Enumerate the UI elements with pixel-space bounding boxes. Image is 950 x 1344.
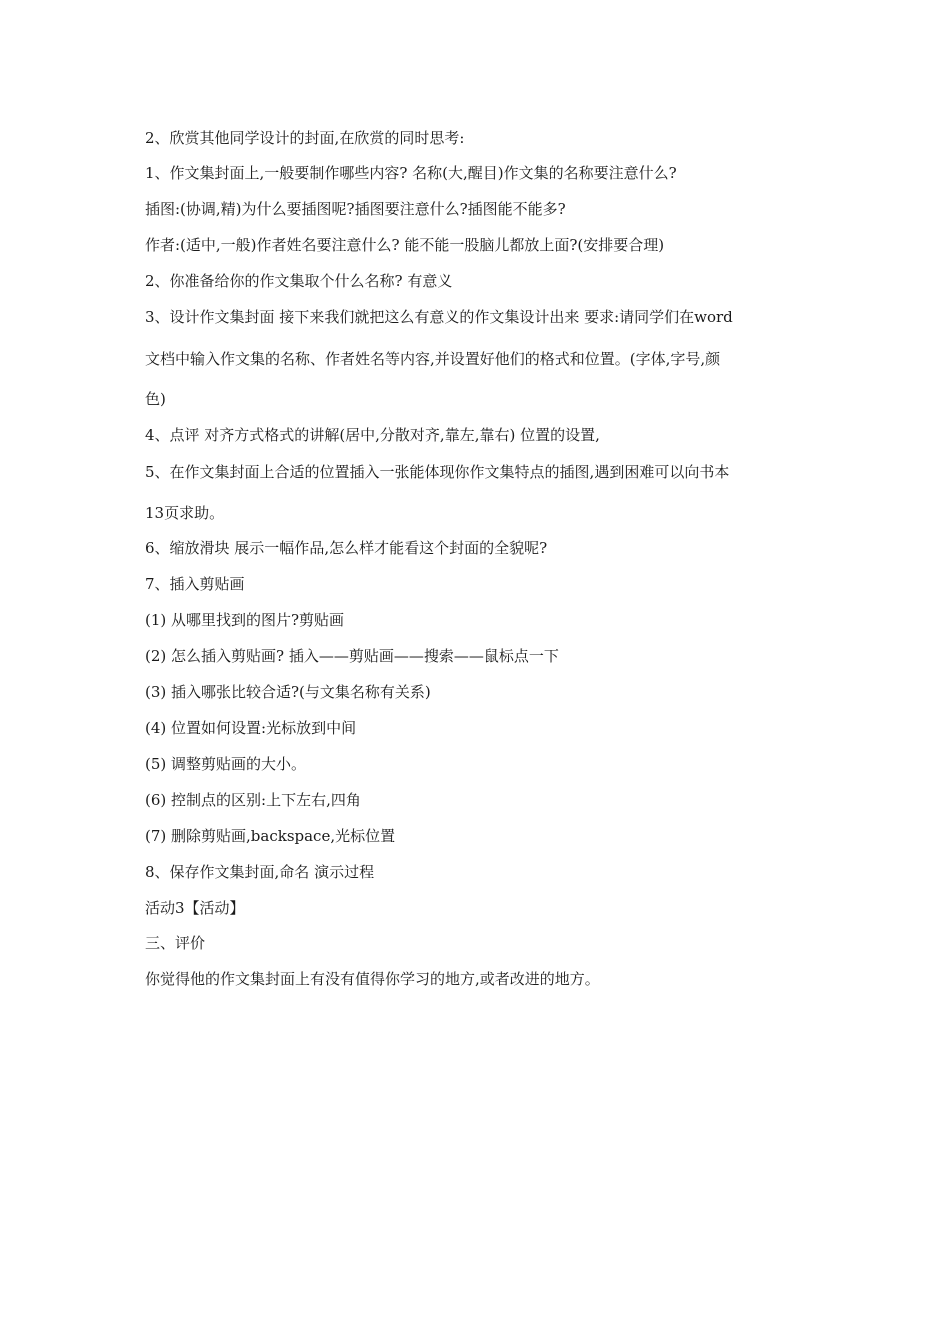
text-line: (2) 怎么插入剪贴画? 插入——剪贴画——搜索——鼠标点一下 xyxy=(145,647,559,665)
text-line: 7、插入剪贴画 xyxy=(145,575,245,593)
text-line: 插图:(协调,精)为什么要插图呢?插图要注意什么?插图能不能多? xyxy=(145,200,566,218)
text-line: 作者:(适中,一般)作者姓名要注意什么? 能不能一股脑儿都放上面?(安排要合理) xyxy=(145,236,665,254)
text-line: 2、你准备给你的作文集取个什么名称? 有意义 xyxy=(145,272,453,290)
text-line: 5、在作文集封面上合适的位置插入一张能体现你作文集特点的插图,遇到困难可以向书本 xyxy=(145,463,730,481)
text-line: 13页求助。 xyxy=(145,504,225,522)
text-line: 色) xyxy=(145,390,166,408)
text-line: 三、评价 xyxy=(145,934,206,952)
text-line: 6、缩放滑块 展示一幅作品,怎么样才能看这个封面的全貌呢? xyxy=(145,539,548,557)
text-line: 4、点评 对齐方式格式的讲解(居中,分散对齐,靠左,靠右) 位置的设置, xyxy=(145,426,600,444)
text-line: (1) 从哪里找到的图片?剪贴画 xyxy=(145,611,345,629)
text-line: 你觉得他的作文集封面上有没有值得你学习的地方,或者改进的地方。 xyxy=(145,970,600,988)
text-line: (6) 控制点的区别:上下左右,四角 xyxy=(145,791,361,809)
text-line: 8、保存作文集封面,命名 演示过程 xyxy=(145,863,375,881)
text-line: (7) 删除剪贴画,backspace,光标位置 xyxy=(145,827,396,845)
text-line: 3、设计作文集封面 接下来我们就把这么有意义的作文集设计出来 要求:请同学们在word xyxy=(145,308,733,326)
text-line: (5) 调整剪贴画的大小。 xyxy=(145,755,307,773)
text-line: 1、作文集封面上,一般要制作哪些内容? 名称(大,醒目)作文集的名称要注意什么? xyxy=(145,164,677,182)
text-line: 活动3【活动】 xyxy=(145,899,245,917)
text-line: (3) 插入哪张比较合适?(与文集名称有关系) xyxy=(145,683,431,701)
text-line: 2、欣赏其他同学设计的封面,在欣赏的同时思考: xyxy=(145,129,465,147)
text-line: 文档中输入作文集的名称、作者姓名等内容,并设置好他们的格式和位置。(字体,字号,颜 xyxy=(145,350,721,368)
text-line: (4) 位置如何设置:光标放到中间 xyxy=(145,719,357,737)
